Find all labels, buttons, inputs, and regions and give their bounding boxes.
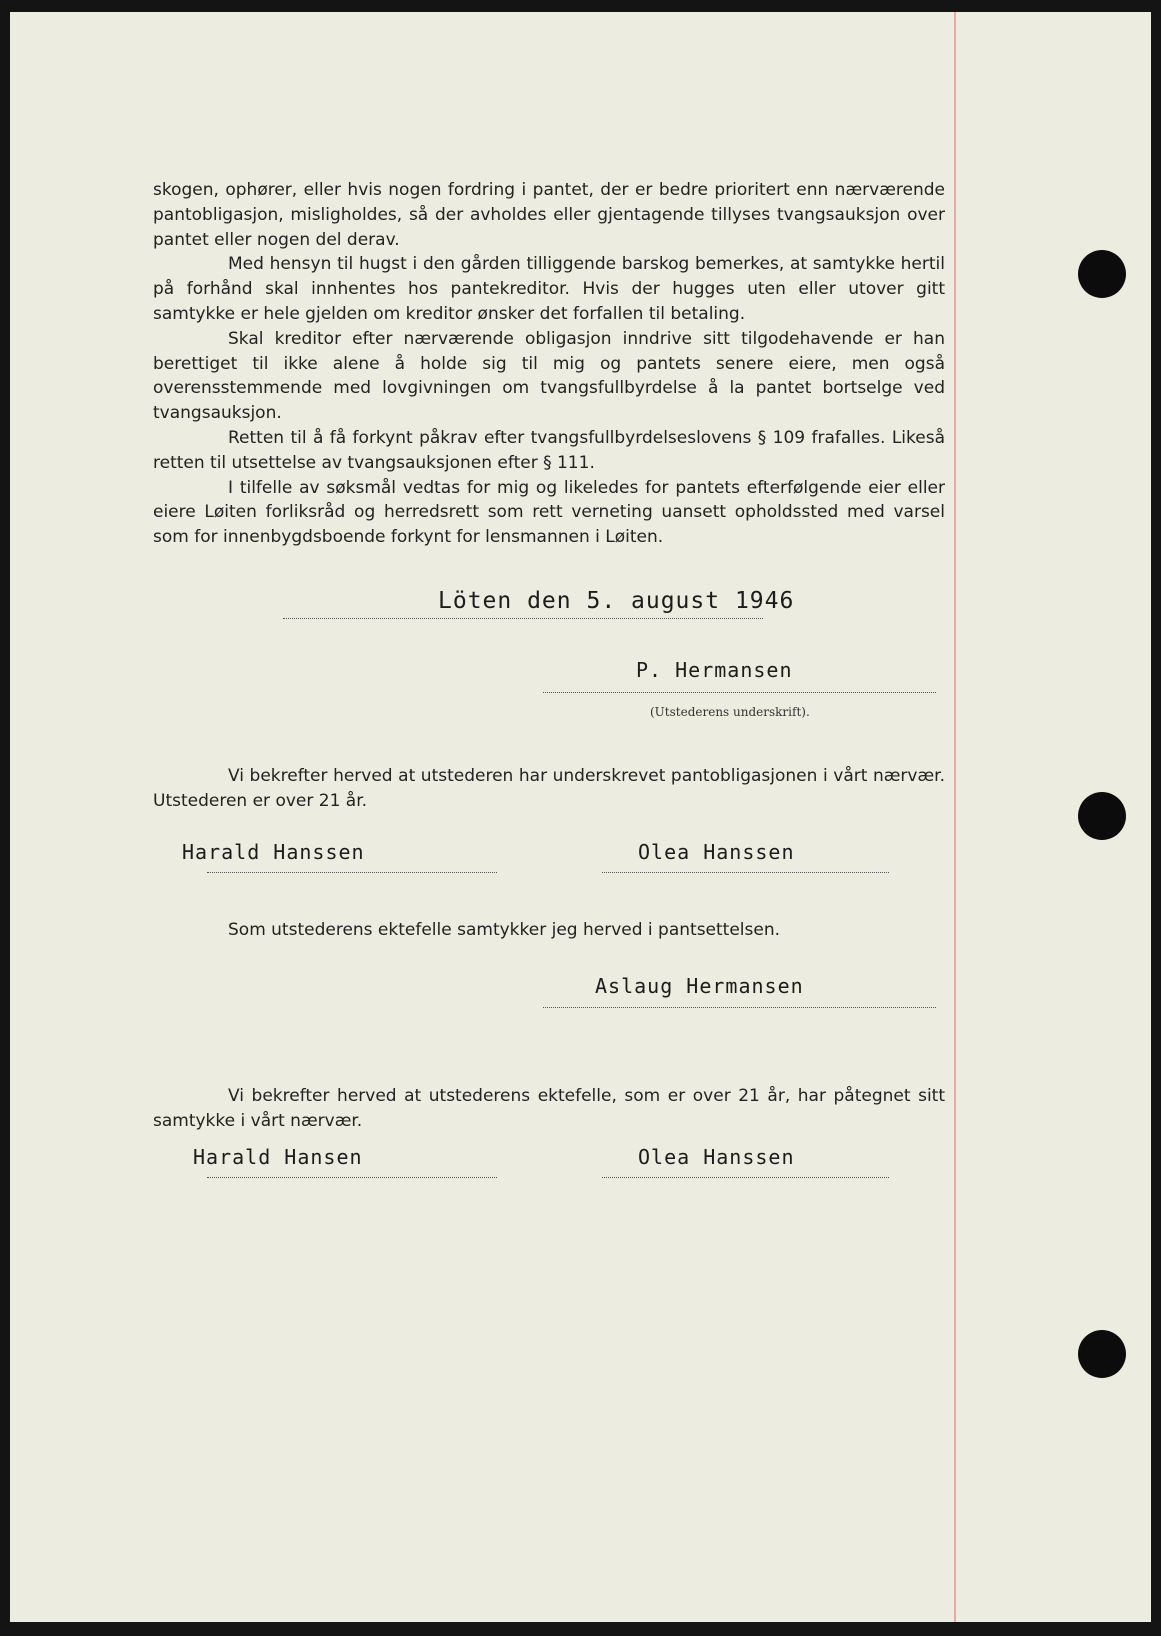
witness-1a-line — [207, 872, 497, 873]
obligation-body-text — [153, 178, 945, 550]
witness-1b-line — [602, 872, 889, 873]
witness-2b-line — [602, 1177, 889, 1178]
punch-hole — [1078, 792, 1126, 840]
witness-2a-signature: Harald Hansen — [193, 1145, 363, 1169]
place-date: Löten den 5. august 1946 — [438, 588, 795, 614]
body-paragraph: Retten til å få forkynt påkrav efter tvangsfullbyrdelseslovens § 109 frafalles. Likeså retten til utsettelse av tvangsauksjonen efter § 111. — [153, 427, 945, 473]
punch-hole — [1078, 1330, 1126, 1378]
body-paragraph: I tilfelle av søksmål vedtas for mig og likeledes for pantets efterfølgende eier eller eiere Løiten forliksråd og herredsrett som rett verneting uansett opholdssted med varsel som for innenbygdsboende forkynt for lensmannen i Løiten. — [153, 477, 945, 548]
punch-hole — [1078, 250, 1126, 298]
spouse-signature: Aslaug Hermansen — [595, 974, 804, 998]
witness-statement-2 — [153, 1084, 945, 1134]
body-paragraph: Med hensyn til hugst i den gården tilliggende barskog bemerkes, at samtykke hertil på forhånd skal innhentes hos pantekreditor. Hvis der hugges uten eller utover gitt samtykke er hele gjelden om kreditor ønsker det forfallen til betaling. — [153, 254, 945, 324]
witness-1a-signature: Harald Hanssen — [182, 840, 365, 864]
issuer-signature-caption: (Utstederens underskrift). — [650, 705, 810, 719]
body-paragraph: Skal kreditor efter nærværende obligasjon inndrive sitt tilgodehavende er han berettiget til ikke alene å holde sig til mig og pantets senere eiere, men også overensstemmende med lovgivningen om tvangsfullbyrdelse å la pantet bortselge ved tvangsauksjon. — [153, 328, 945, 424]
date-dotted-line — [283, 618, 763, 619]
witness-statement-1 — [153, 764, 945, 814]
issuer-signature: P. Hermansen — [636, 658, 793, 682]
spouse-signature-line — [543, 1007, 936, 1008]
witness-1b-signature: Olea Hanssen — [638, 840, 795, 864]
document-page — [10, 12, 1151, 1622]
witness-statement-1-text: Vi bekrefter herved at utstederen har underskrevet pantobligasjonen i vårt nærvær. Utstederen er over 21 år. — [153, 766, 945, 811]
spouse-consent-statement: Som utstederens ektefelle samtykker jeg herved i pantsettelsen. — [228, 920, 781, 940]
witness-2b-signature: Olea Hanssen — [638, 1145, 795, 1169]
issuer-signature-line — [543, 692, 936, 693]
witness-2a-line — [207, 1177, 497, 1178]
witness-statement-2-text: Vi bekrefter herved at utstederens ektefelle, som er over 21 år, har påtegnet sitt samtykke i vårt nærvær. — [153, 1086, 945, 1131]
red-margin-line — [954, 12, 956, 1622]
body-paragraph: skogen, ophører, eller hvis nogen fordring i pantet, der er bedre prioritert enn nærværende pantobligasjon, misligholdes, så der avholdes eller gjentagende tillyses tvangsauksjon over pantet eller nogen del derav. — [153, 180, 945, 250]
